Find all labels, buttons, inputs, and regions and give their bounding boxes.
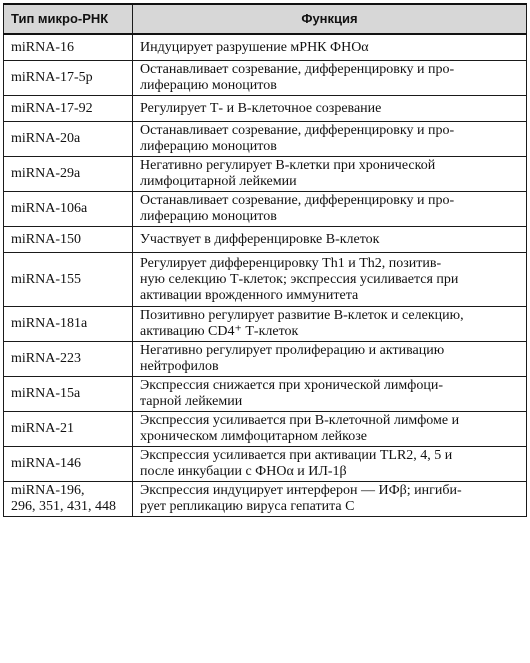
mirna-type-text: miRNA-155 <box>11 271 81 287</box>
mirna-type-text: miRNA-29a <box>11 166 81 181</box>
cell-mirna-type <box>4 447 133 482</box>
cell-mirna-type <box>4 122 133 157</box>
table-row <box>4 412 527 447</box>
mirna-function-table <box>3 3 527 517</box>
cell-function: Регулирует дифференцировку Th1 и Th2, позитив- ную селекцию Т-клеток; экспрессия усиливается при активации врожденного иммунитета <box>133 253 527 307</box>
cell-mirna-type <box>4 342 133 377</box>
mirna-type-text: miRNA-150 <box>11 231 81 247</box>
cell-function: Регулирует Т- и В-клеточное созревание <box>133 96 527 122</box>
cell-function: Позитивно регулирует развитие В-клеток и селекцию, активацию CD4⁺ Т-клеток <box>133 307 527 342</box>
mirna-type-text: miRNA-146 <box>11 456 81 471</box>
cell-mirna-type <box>4 96 133 122</box>
cell-mirna-type <box>4 253 133 307</box>
table-header-row <box>4 4 527 34</box>
mirna-type-text: miRNA-223 <box>11 351 81 366</box>
mirna-type-text: miRNA-196, 296, 351, 431, 448 <box>11 483 116 514</box>
cell-function: Индуцирует разрушение мРНК ФНОα <box>133 34 527 61</box>
header-type: Тип микро-РНК <box>4 4 133 34</box>
table-row <box>4 61 527 96</box>
mirna-type-text: miRNA-17-92 <box>11 100 93 116</box>
cell-function: Негативно регулирует пролиферацию и активацию нейтрофилов <box>133 342 527 377</box>
table-row <box>4 482 527 517</box>
cell-function: Останавливает созревание, дифференцировку и про- лиферацию моноцитов <box>133 122 527 157</box>
table-row <box>4 447 527 482</box>
table-row <box>4 122 527 157</box>
cell-function: Негативно регулирует В-клетки при хронической лимфоцитарной лейкемии <box>133 157 527 192</box>
cell-mirna-type <box>4 34 133 61</box>
table-row <box>4 342 527 377</box>
cell-function: Экспрессия индуцирует интерферон — ИФβ; ингиби- рует репликацию вируса гепатита С <box>133 482 527 517</box>
table-row <box>4 253 527 307</box>
cell-function: Останавливает созревание, дифференцировку и про- лиферацию моноцитов <box>133 61 527 96</box>
cell-mirna-type <box>4 307 133 342</box>
table-row <box>4 34 527 61</box>
header-function: Функция <box>133 4 527 34</box>
cell-function: Экспрессия усиливается при В-клеточной лимфоме и хроническом лимфоцитарном лейкозе <box>133 412 527 447</box>
mirna-type-text: miRNA-106a <box>11 201 88 216</box>
table-row <box>4 307 527 342</box>
mirna-type-text: miRNA-181a <box>11 316 88 331</box>
cell-mirna-type <box>4 227 133 253</box>
cell-mirna-type <box>4 192 133 227</box>
table-row <box>4 377 527 412</box>
mirna-type-text: miRNA-20a <box>11 131 81 146</box>
table-row <box>4 96 527 122</box>
mirna-type-text: miRNA-17-5p <box>11 70 93 85</box>
cell-mirna-type <box>4 377 133 412</box>
cell-function: Экспрессия снижается при хронической лимфоци- тарной лейкемии <box>133 377 527 412</box>
cell-function: Останавливает созревание, дифференцировку и про- лиферацию моноцитов <box>133 192 527 227</box>
mirna-type-text: miRNA-15a <box>11 386 81 401</box>
table-body <box>4 34 527 517</box>
cell-function: Участвует в дифференцировке В-клеток <box>133 227 527 253</box>
cell-mirna-type <box>4 412 133 447</box>
table-row <box>4 227 527 253</box>
mirna-type-text: miRNA-21 <box>11 421 74 436</box>
table-row <box>4 192 527 227</box>
cell-function: Экспрессия усиливается при активации TLR2, 4, 5 и после инкубации с ФНОα и ИЛ-1β <box>133 447 527 482</box>
mirna-type-text: miRNA-16 <box>11 39 74 55</box>
table-row <box>4 157 527 192</box>
cell-mirna-type <box>4 157 133 192</box>
cell-mirna-type <box>4 482 133 517</box>
cell-mirna-type <box>4 61 133 96</box>
